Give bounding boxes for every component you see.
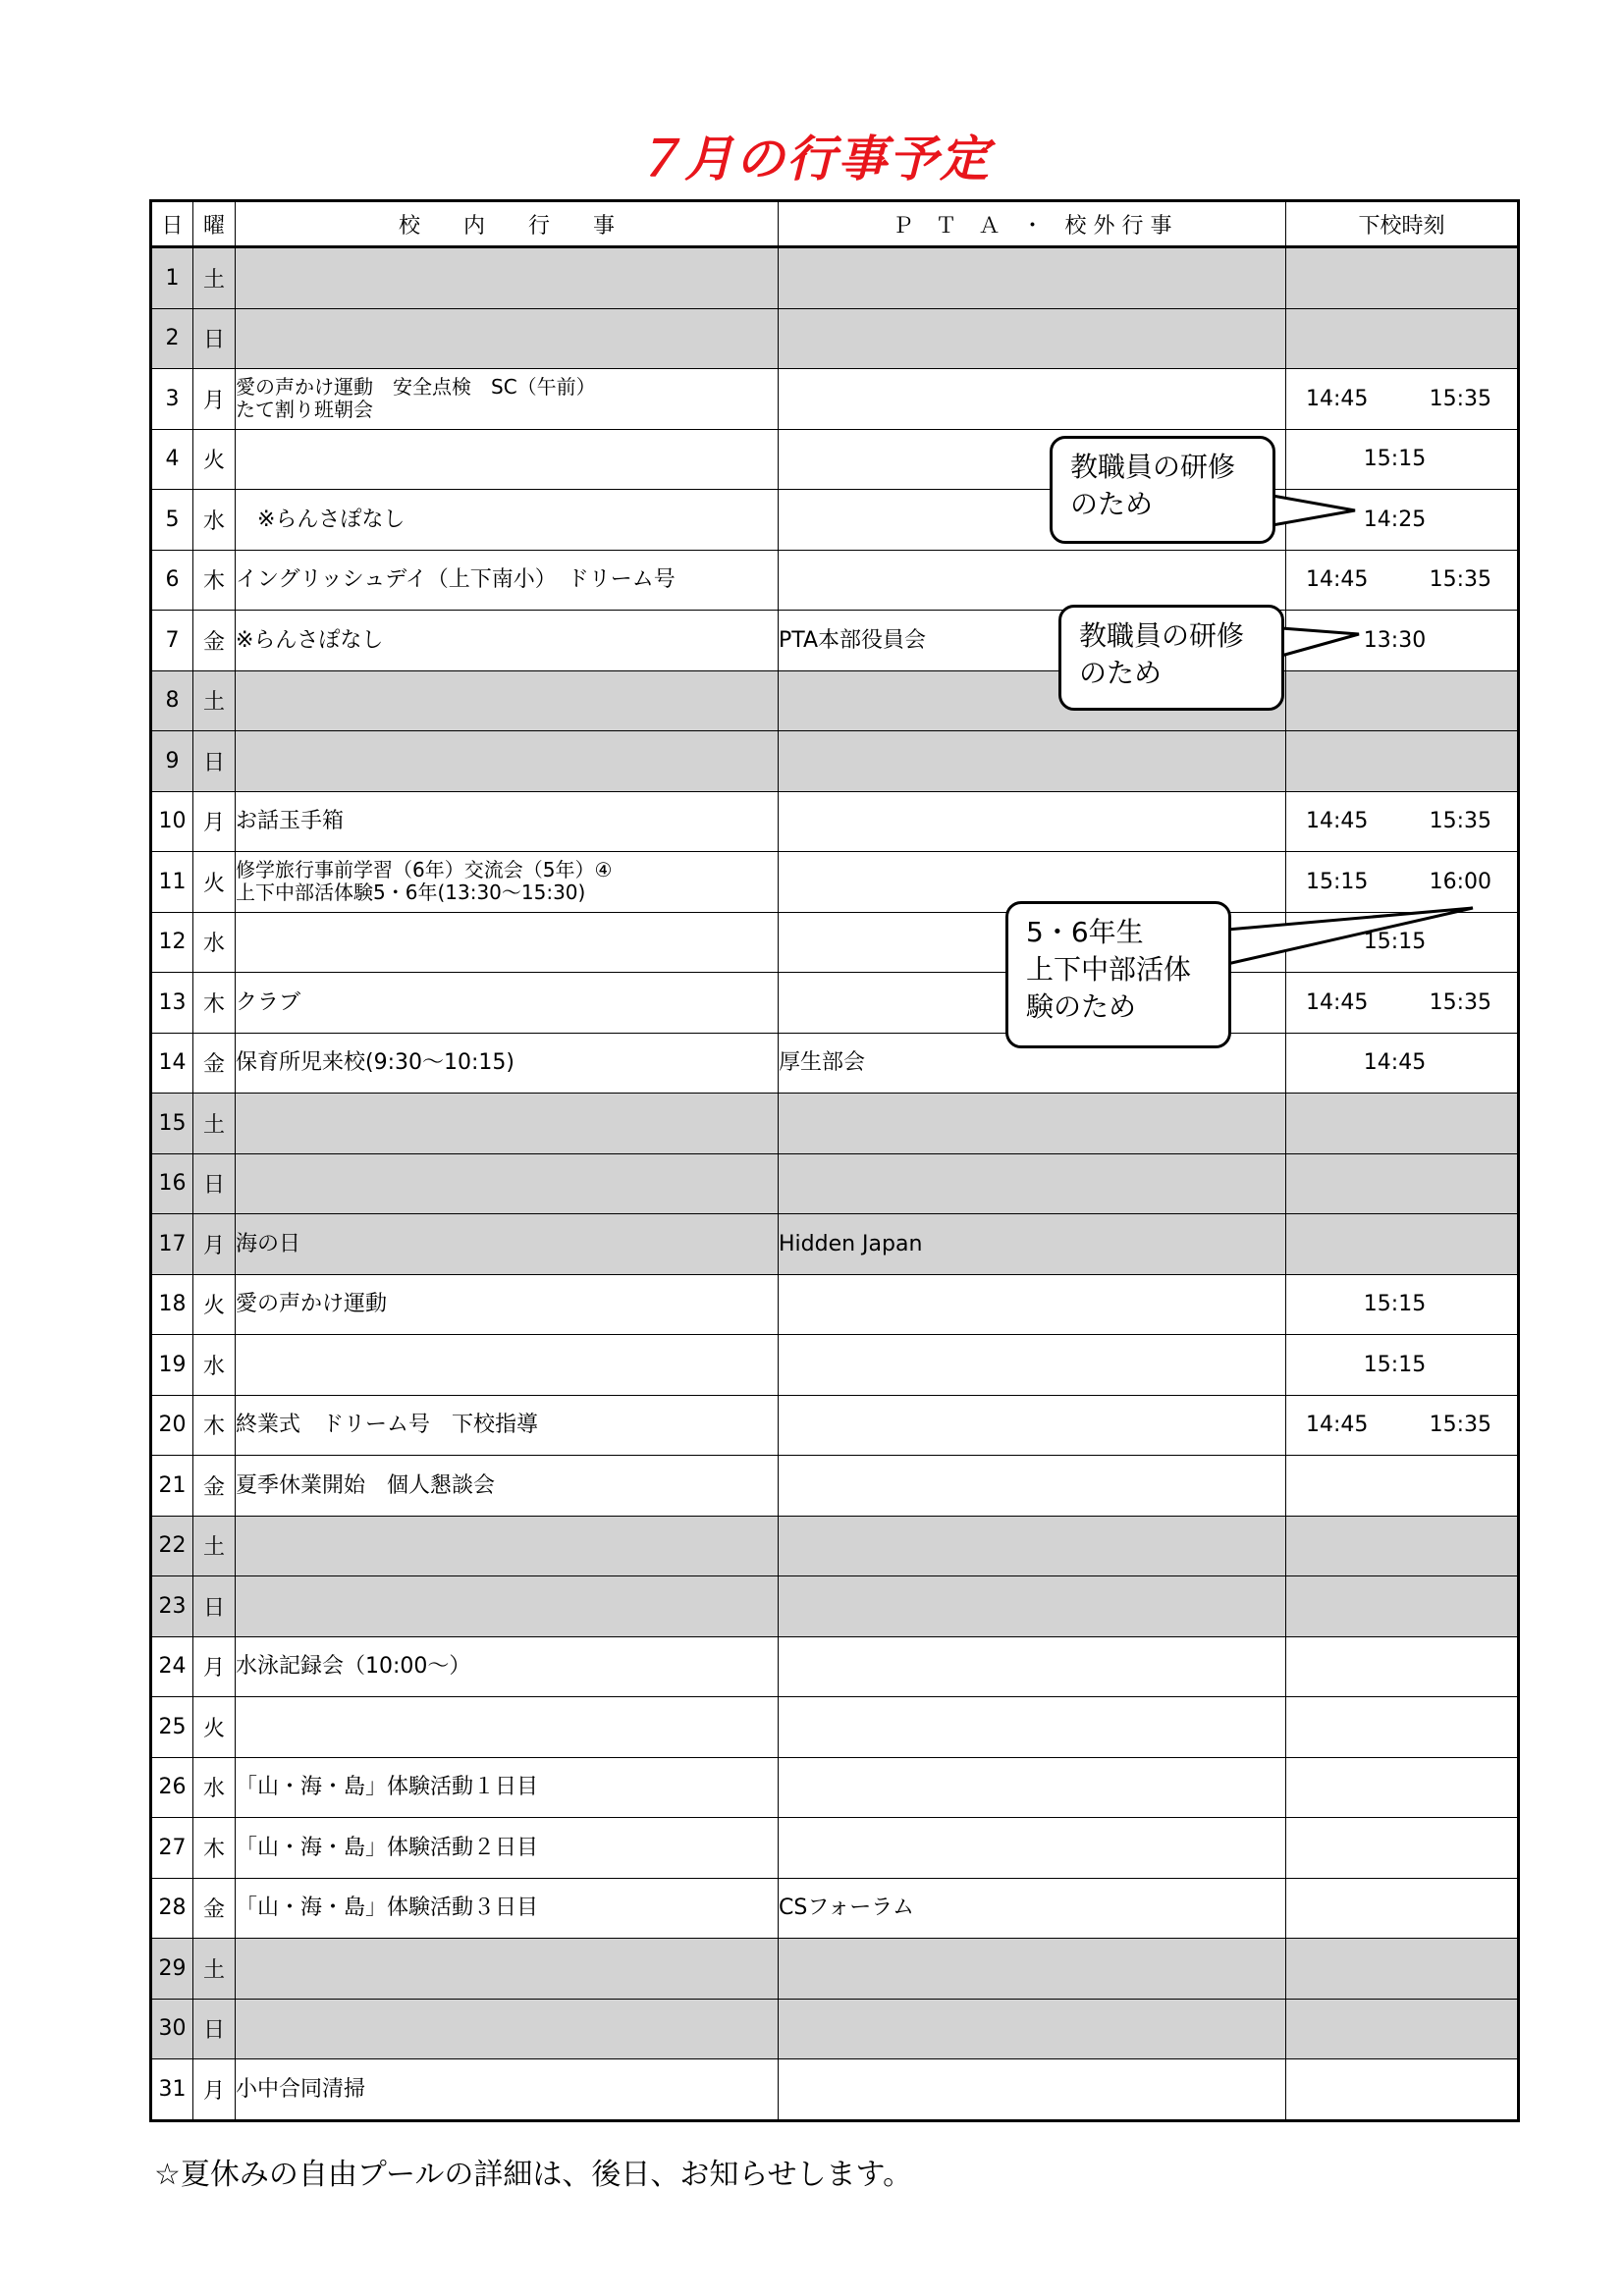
day-cell: 21 <box>151 1456 193 1517</box>
callout-tail-training1 <box>1272 496 1355 525</box>
day-cell: 24 <box>151 1636 193 1697</box>
weekday-cell: 日 <box>193 1153 236 1214</box>
school-event-cell: ※らんさぽなし <box>236 611 779 671</box>
pta-event-cell: Hidden Japan <box>779 1214 1286 1275</box>
dismissal-time: 13:30 <box>1363 627 1427 653</box>
footnote: ☆夏休みの自由プールの詳細は、後日、お知らせします。 <box>154 2158 913 2192</box>
dismissal-time-upper: 16:00 <box>1429 869 1491 894</box>
weekday-cell: 土 <box>193 1939 236 2000</box>
school-event-cell: 水泳記録会（10:00～） <box>236 1636 779 1697</box>
day-cell: 6 <box>151 550 193 611</box>
day-cell: 7 <box>151 611 193 671</box>
weekday-cell: 水 <box>193 1757 236 1818</box>
weekday-cell: 金 <box>193 1878 236 1939</box>
weekday-cell: 日 <box>193 308 236 369</box>
dismissal-time: 15:15 <box>1363 1292 1427 1317</box>
school-event-cell: 「山・海・島」体験活動２日目 <box>236 1818 779 1879</box>
callout-tail-club-trial <box>1227 908 1473 964</box>
weekday-cell: 火 <box>193 1697 236 1758</box>
day-cell: 26 <box>151 1757 193 1818</box>
callout-club-trial-text: 5・6年生 上下中部活体 験のため <box>1026 916 1192 1023</box>
weekday-cell: 月 <box>193 1214 236 1275</box>
callout-training1 <box>1050 436 1275 544</box>
weekday-cell: 木 <box>193 550 236 611</box>
dismissal-time-lower: 15:15 <box>1306 869 1369 894</box>
weekday-cell: 月 <box>193 1636 236 1697</box>
school-event-cell: 愛の声かけ運動 安全点検 SC（午前） たて割り班朝会 <box>236 369 779 430</box>
dismissal-time-upper: 15:35 <box>1429 989 1491 1015</box>
dismissal-time-lower: 14:45 <box>1306 567 1369 593</box>
day-cell: 3 <box>151 369 193 430</box>
weekday-cell: 土 <box>193 1516 236 1576</box>
header-school-events: 校 内 行 事 <box>236 201 779 247</box>
day-cell: 5 <box>151 490 193 551</box>
weekday-cell: 水 <box>193 490 236 551</box>
school-event-cell: 終業式 ドリーム号 下校指導 <box>236 1395 779 1456</box>
dismissal-time: 14:45 <box>1363 1050 1427 1076</box>
callout-club-trial <box>1005 901 1231 1048</box>
pta-event-cell: CSフォーラム <box>779 1878 1286 1939</box>
day-cell: 11 <box>151 852 193 913</box>
dismissal-time-upper: 15:35 <box>1429 386 1491 411</box>
weekday-cell: 金 <box>193 1033 236 1094</box>
header-pta-events: Ｐ Ｔ Ａ ・ 校 外 行 事 <box>779 201 1286 247</box>
weekday-cell: 金 <box>193 611 236 671</box>
header-day: 日 <box>151 201 193 247</box>
day-cell: 15 <box>151 1094 193 1154</box>
day-cell: 30 <box>151 1999 193 2059</box>
dismissal-time-lower: 14:45 <box>1306 809 1369 834</box>
school-event-cell: 保育所児来校(9:30～10:15) <box>236 1033 779 1094</box>
weekday-cell: 月 <box>193 369 236 430</box>
day-cell: 18 <box>151 1274 193 1335</box>
weekday-cell: 月 <box>193 2059 236 2121</box>
school-event-cell: お話玉手箱 <box>236 791 779 852</box>
weekday-cell: 木 <box>193 1818 236 1879</box>
page-title: ７月の行事予定 <box>633 131 991 187</box>
dismissal-time: 15:15 <box>1363 930 1427 955</box>
weekday-cell: 日 <box>193 731 236 792</box>
dismissal-time-upper: 15:35 <box>1429 1413 1491 1438</box>
school-event-cell: ※らんさぽなし <box>236 490 779 551</box>
dismissal-time: 15:15 <box>1363 447 1427 472</box>
weekday-cell: 火 <box>193 1274 236 1335</box>
weekday-cell: 日 <box>193 1576 236 1637</box>
day-cell: 9 <box>151 731 193 792</box>
day-cell: 1 <box>151 247 193 309</box>
day-cell: 8 <box>151 670 193 731</box>
school-event-cell: 「山・海・島」体験活動１日目 <box>236 1757 779 1818</box>
pta-event-cell: PTA本部役員会 <box>779 611 1286 671</box>
school-event-cell: イングリッシュデイ（上下南小） ドリーム号 <box>236 550 779 611</box>
header-dismissal-time: 下校時刻 <box>1286 201 1519 247</box>
school-event-cell: 夏季休業開始 個人懇談会 <box>236 1456 779 1517</box>
weekday-cell: 水 <box>193 1335 236 1396</box>
day-cell: 23 <box>151 1576 193 1637</box>
day-cell: 14 <box>151 1033 193 1094</box>
day-cell: 10 <box>151 791 193 852</box>
dismissal-time-upper: 15:35 <box>1429 567 1491 593</box>
day-cell: 27 <box>151 1818 193 1879</box>
weekday-cell: 日 <box>193 1999 236 2059</box>
pta-event-cell: 厚生部会 <box>779 1033 1286 1094</box>
school-event-cell: 「山・海・島」体験活動３日目 <box>236 1878 779 1939</box>
weekday-cell: 水 <box>193 912 236 973</box>
school-event-cell: クラブ <box>236 973 779 1034</box>
callout-training1-text: 教職員の研修 のため <box>1070 451 1236 520</box>
school-event-cell: 修学旅行事前学習（6年）交流会（5年）④ 上下中部活体験5・6年(13:30～15:30) <box>236 852 779 913</box>
dismissal-time: 15:15 <box>1363 1352 1427 1377</box>
callout-tail-training2 <box>1281 628 1359 656</box>
day-cell: 4 <box>151 429 193 490</box>
day-cell: 17 <box>151 1214 193 1275</box>
weekday-cell: 土 <box>193 247 236 309</box>
day-cell: 19 <box>151 1335 193 1396</box>
day-cell: 28 <box>151 1878 193 1939</box>
day-cell: 29 <box>151 1939 193 2000</box>
callout-training2-text: 教職員の研修 のため <box>1079 619 1245 689</box>
day-cell: 12 <box>151 912 193 973</box>
day-cell: 13 <box>151 973 193 1034</box>
weekday-cell: 土 <box>193 670 236 731</box>
dismissal-time: 14:25 <box>1363 507 1427 532</box>
school-event-cell: 小中合同清掃 <box>236 2059 779 2121</box>
school-event-cell: 海の日 <box>236 1214 779 1275</box>
dismissal-time-lower: 14:45 <box>1306 1413 1369 1438</box>
header-dow: 曜 <box>193 201 236 247</box>
day-cell: 20 <box>151 1395 193 1456</box>
day-cell: 22 <box>151 1516 193 1576</box>
weekday-cell: 火 <box>193 852 236 913</box>
school-event-cell: 愛の声かけ運動 <box>236 1274 779 1335</box>
callout-training2 <box>1058 605 1284 711</box>
dismissal-time-lower: 14:45 <box>1306 989 1369 1015</box>
day-cell: 25 <box>151 1697 193 1758</box>
dismissal-time-lower: 14:45 <box>1306 386 1369 411</box>
weekday-cell: 火 <box>193 429 236 490</box>
dismissal-time-upper: 15:35 <box>1429 809 1491 834</box>
weekday-cell: 金 <box>193 1456 236 1517</box>
weekday-cell: 木 <box>193 973 236 1034</box>
weekday-cell: 土 <box>193 1094 236 1154</box>
day-cell: 31 <box>151 2059 193 2121</box>
day-cell: 2 <box>151 308 193 369</box>
weekday-cell: 木 <box>193 1395 236 1456</box>
weekday-cell: 月 <box>193 791 236 852</box>
day-cell: 16 <box>151 1153 193 1214</box>
